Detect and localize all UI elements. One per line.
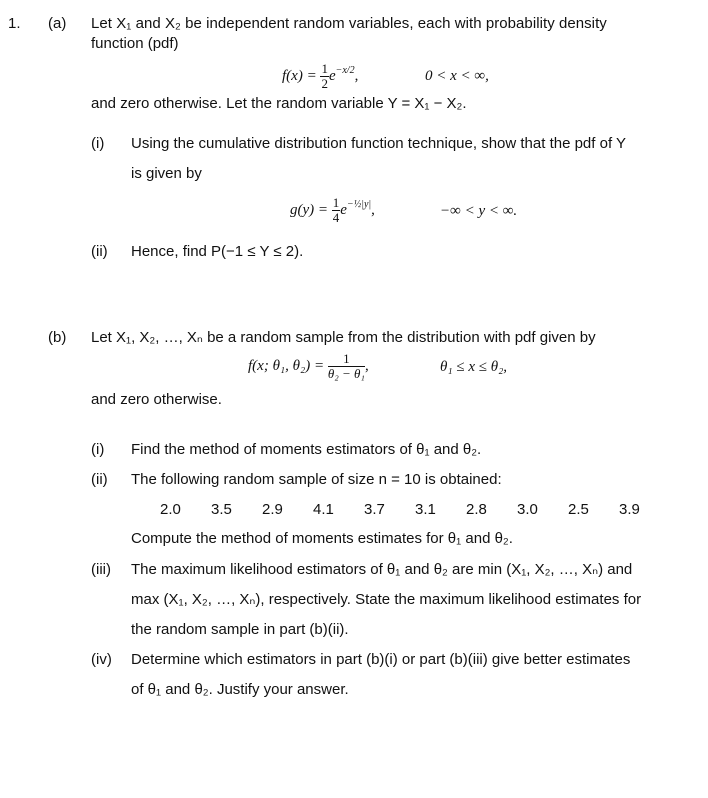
- g-support: −∞ < y < ∞.: [440, 203, 518, 219]
- g-exp-base: e: [340, 202, 347, 218]
- part-a-intro-line1: Let X₁ and X₂ be independent random variables, each with probability density: [91, 15, 607, 32]
- part-a-pdf-equation: [282, 56, 358, 96]
- b-pdf-support: θ₁ ≤ x ≤ θ₂,: [440, 359, 508, 375]
- pdf-exp-base: e: [328, 68, 336, 84]
- sample-value: 3.7: [364, 501, 385, 518]
- pdf-frac-num: 1: [321, 61, 328, 77]
- part-b-iii-label: (iii): [91, 561, 111, 578]
- b-pdf-lhs: f(x; θ₁, θ₂) =: [248, 358, 325, 374]
- part-b-i-label: (i): [91, 441, 105, 458]
- b-pdf-frac-num: 1: [328, 352, 365, 367]
- g-lhs: g(y) =: [290, 202, 329, 218]
- g-exponent: −½|y|: [346, 199, 372, 210]
- part-a-intro-line2: function (pdf): [91, 35, 179, 52]
- g-equation: [290, 190, 375, 230]
- pdf-fraction: [320, 62, 329, 91]
- part-a-label: (a): [48, 15, 67, 32]
- part-b-iv-label: (iv): [91, 651, 112, 668]
- part-b-i-text: Find the method of moments estimators of θ₁ and θ₂.: [131, 441, 482, 458]
- pdf-support: 0 < x < ∞,: [425, 68, 489, 84]
- part-b-iv-line1: Determine which estimators in part (b)(i) or part (b)(iii) give better estimates: [131, 651, 631, 668]
- part-a-ii-label: (ii): [91, 243, 108, 260]
- g-fraction: [332, 196, 341, 225]
- pdf-exponent: −x/2: [335, 65, 355, 76]
- pdf-frac-den: 2: [321, 76, 328, 92]
- sample-value: 4.1: [313, 501, 334, 518]
- pdf-lhs: f(x) =: [282, 68, 317, 84]
- sample-value: 3.0: [517, 501, 538, 518]
- part-a-after-line: and zero otherwise. Let the random variable Y = X₁ − X₂.: [91, 95, 467, 112]
- sample-value: 2.0: [160, 501, 181, 518]
- part-a-i-line2: is given by: [131, 165, 202, 182]
- part-b-iii-line1: The maximum likelihood estimators of θ₁ and θ₂ are min (X₁, X₂, …, Xₙ) and: [131, 561, 633, 578]
- b-pdf-fraction: [328, 352, 365, 381]
- part-b-label: (b): [48, 329, 67, 346]
- g-comma: ,: [371, 202, 375, 218]
- sample-value: 3.9: [619, 501, 640, 518]
- part-b-intro-line: Let X₁, X₂, …, Xₙ be a random sample from the distribution with pdf given by: [91, 329, 596, 346]
- part-b-iii-line3: the random sample in part (b)(ii).: [131, 621, 349, 638]
- part-a-i-line1: Using the cumulative distribution function technique, show that the pdf of Y: [131, 135, 627, 152]
- sample-value: 3.5: [211, 501, 232, 518]
- g-frac-den: 4: [332, 210, 340, 226]
- b-pdf-frac-den: θ₂ − θ₁: [327, 366, 365, 382]
- sample-values: [160, 500, 640, 520]
- sample-value: 2.5: [568, 501, 589, 518]
- pdf-comma: ,: [354, 68, 359, 84]
- part-b-iii-line2: max (X₁, X₂, …, Xₙ), respectively. State the maximum likelihood estimates for: [131, 591, 642, 608]
- part-b-ii-text: The following random sample of size n = 10 is obtained:: [131, 471, 502, 488]
- sample-value: 2.8: [466, 501, 487, 518]
- part-b-pdf-equation: [248, 346, 369, 386]
- part-a-i-label: (i): [91, 135, 105, 152]
- sample-value: 3.1: [415, 501, 436, 518]
- part-b-iv-line2: of θ₁ and θ₂. Justify your answer.: [131, 681, 349, 698]
- sample-value: 2.9: [262, 501, 283, 518]
- part-a-ii-text: Hence, find P(−1 ≤ Y ≤ 2).: [131, 243, 304, 260]
- part-b-ii-label: (ii): [91, 471, 108, 488]
- b-pdf-comma: ,: [364, 358, 369, 374]
- part-b-ii-followup: Compute the method of moments estimates for θ₁ and θ₂.: [131, 530, 513, 547]
- part-b-after-line: and zero otherwise.: [91, 391, 222, 408]
- question-number: 1.: [8, 15, 21, 32]
- g-frac-num: 1: [332, 195, 340, 211]
